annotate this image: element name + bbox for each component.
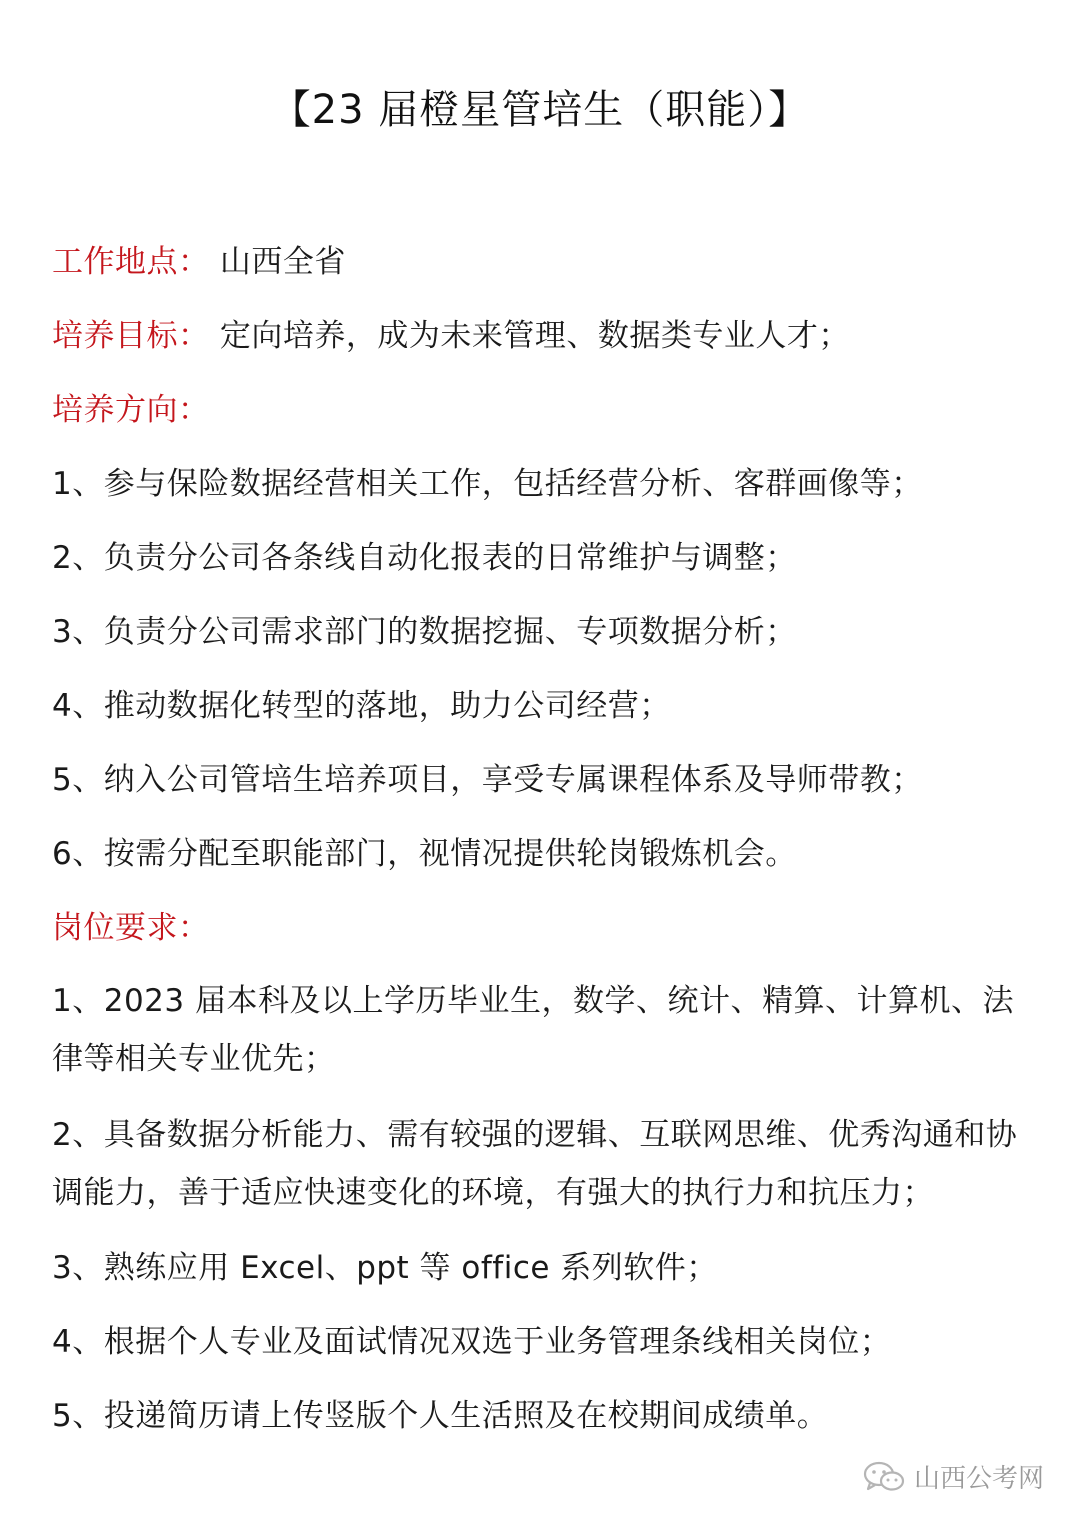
requirements-heading: 岗位要求：	[52, 910, 210, 946]
goal-value: 定向培养，成为未来管理、数据类专业人才；	[219, 318, 850, 354]
wechat-icon	[862, 1460, 906, 1494]
requirement-item: 4、根据个人专业及面试情况双选于业务管理条线相关岗位；	[52, 1324, 892, 1360]
location-row	[52, 242, 1042, 282]
requirement-item: 2、具备数据分析能力、需有较强的逻辑、互联网思维、优秀沟通和协调能力，善于适应快速变化的环境，有强大的执行力和抗压力；	[52, 1117, 1018, 1211]
watermark-text: 山西公考网	[913, 1464, 1044, 1494]
direction-item: 6、按需分配至职能部门，视情况提供轮岗锻炼机会。	[52, 836, 797, 872]
watermark	[862, 1458, 1044, 1495]
requirement-item: 3、熟练应用 Excel、ppt 等 office 系列软件；	[52, 1250, 718, 1286]
location-label: 工作地点：	[52, 244, 210, 280]
direction-item: 5、纳入公司管培生培养项目，享受专属课程体系及导师带教；	[52, 762, 923, 798]
page-title: 【23 届橙星管培生（职能）】	[270, 87, 810, 133]
requirement-item: 5、投递简历请上传竖版个人生活照及在校期间成绩单。	[52, 1398, 829, 1434]
goal-label: 培养目标：	[52, 318, 210, 354]
direction-item: 3、负责分公司需求部门的数据挖掘、专项数据分析；	[52, 614, 797, 650]
direction-item: 4、推动数据化转型的落地，助力公司经营；	[52, 688, 671, 724]
goal-row	[52, 316, 1042, 356]
direction-item: 2、负责分公司各条线自动化报表的日常维护与调整；	[52, 540, 797, 576]
requirement-item: 1、2023 届本科及以上学历毕业生，数学、统计、精算、计算机、法律等相关专业优先；	[52, 983, 1014, 1077]
direction-heading: 培养方向：	[52, 392, 210, 428]
direction-item: 1、参与保险数据经营相关工作，包括经营分析、客群画像等；	[52, 466, 923, 502]
location-value: 山西全省	[219, 244, 346, 280]
